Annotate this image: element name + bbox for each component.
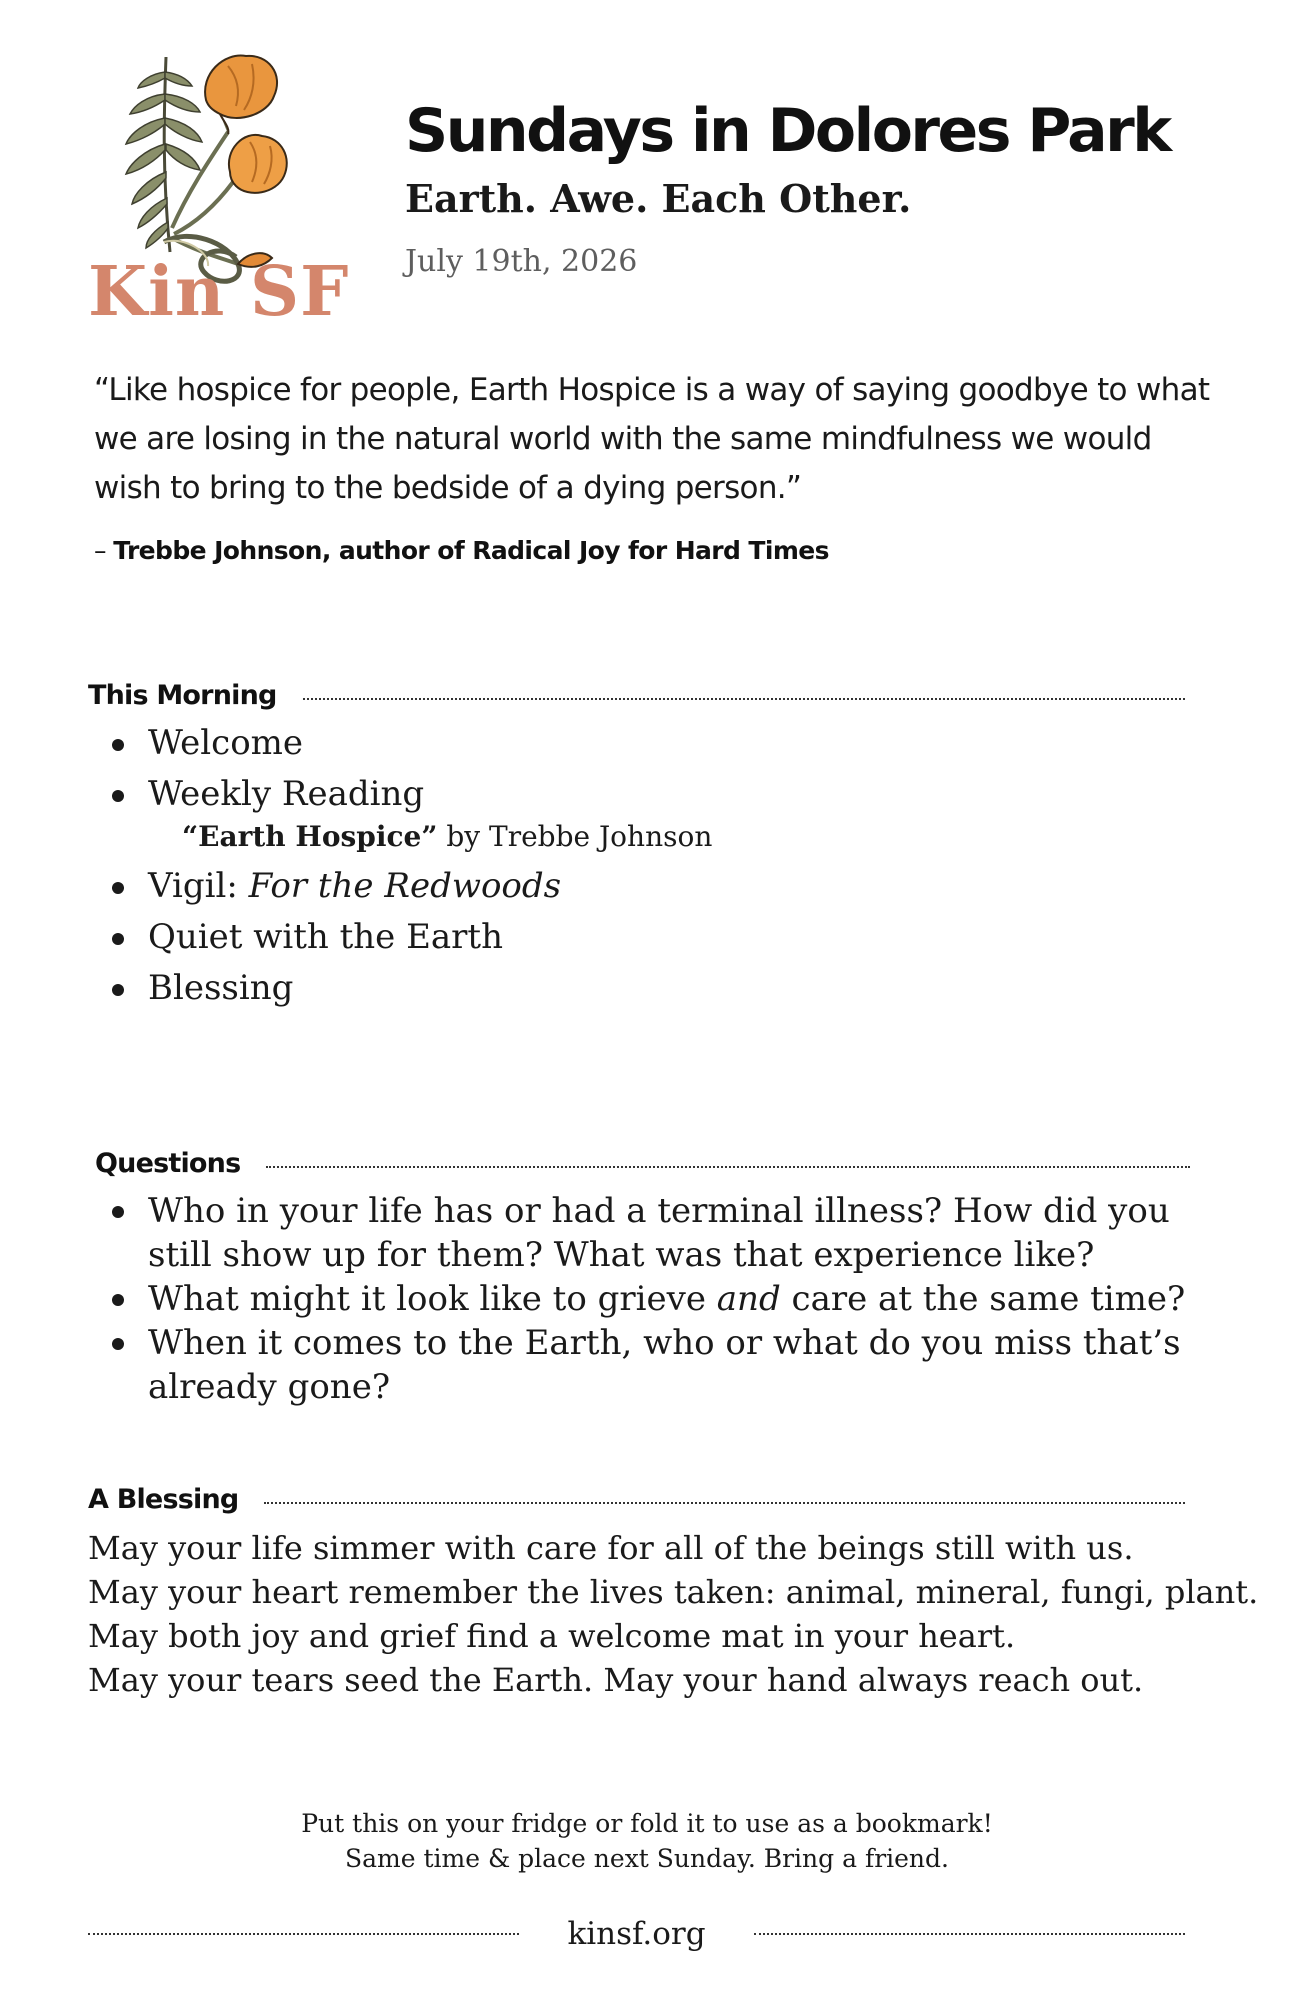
- question-emphasis: and: [716, 1279, 781, 1319]
- tagline: Earth. Awe. Each Other.: [405, 176, 912, 221]
- question-text: What might it look like to grieve: [148, 1279, 717, 1319]
- page-title: Sundays in Dolores Park: [405, 96, 1170, 166]
- blessing-line: May both joy and grief find a welcome mat in your heart.: [88, 1617, 1016, 1655]
- blessing-text: [88, 1526, 1258, 1702]
- dotted-divider: [88, 1933, 519, 1935]
- section-title: Questions: [95, 1148, 241, 1179]
- event-date: July 19th, 2026: [405, 244, 638, 279]
- blessing-line: May your heart remember the lives taken: animal, mineral, fungi, plant.: [88, 1573, 1259, 1611]
- section-heading-blessing: [88, 1484, 1185, 1515]
- dotted-divider: [264, 1502, 1185, 1504]
- question-item: Who in your life has or had a terminal illness? How did you still show up for them? What was that experience like?: [92, 1189, 1200, 1277]
- dotted-divider: [266, 1166, 1190, 1168]
- blessing-line: May your tears seed the Earth. May your hand always reach out.: [88, 1661, 1144, 1699]
- reading-subtitle: [92, 816, 1192, 858]
- section-heading-this-morning: [88, 680, 1185, 711]
- website-link[interactable]: kinsf.org: [567, 1916, 706, 1952]
- question-text: care at the same time?: [780, 1279, 1186, 1319]
- quote-attribution: [94, 536, 829, 565]
- dotted-divider: [754, 1933, 1185, 1935]
- question-item: [92, 1277, 1200, 1321]
- dotted-divider: [303, 698, 1185, 700]
- attribution-dash: –: [94, 536, 114, 565]
- agenda-item: Blessing: [92, 963, 1192, 1014]
- section-heading-questions: [95, 1148, 1190, 1179]
- footer-line: Put this on your fridge or fold it to use as a bookmark!: [301, 1809, 993, 1838]
- agenda-item: Welcome: [92, 718, 1192, 769]
- section-title: A Blessing: [88, 1484, 239, 1515]
- footer-site-row: [88, 1916, 1185, 1952]
- epigraph-quote: “Like hospice for people, Earth Hospice is a way of saying goodbye to what we are losing in the natural world with the same mindfulness we would wish to bring to the bedside of a dying person.”: [94, 372, 1210, 506]
- section-title: This Morning: [88, 680, 277, 711]
- attribution-author: Trebbe Johnson, author of Radical Joy for Hard Times: [113, 536, 829, 565]
- agenda-item: [92, 861, 1192, 912]
- agenda-item: Quiet with the Earth: [92, 912, 1192, 963]
- reading-author: by Trebbe Johnson: [437, 820, 713, 853]
- vigil-prefix: Vigil:: [148, 866, 249, 906]
- reading-title: “Earth Hospice”: [182, 820, 438, 853]
- logo-wordmark: Kin SF: [88, 252, 350, 332]
- footer-note: [0, 1806, 1294, 1876]
- agenda-item: Weekly Reading: [92, 769, 1192, 820]
- blessing-line: May your life simmer with care for all of the beings still with us.: [88, 1529, 1134, 1567]
- footer-line: Same time & place next Sunday. Bring a friend.: [344, 1844, 949, 1873]
- questions-list: [92, 1189, 1200, 1409]
- vigil-title: For the Redwoods: [248, 866, 562, 906]
- agenda-list: [92, 718, 1192, 1014]
- question-item: When it comes to the Earth, who or what do you miss that’s already gone?: [92, 1321, 1200, 1409]
